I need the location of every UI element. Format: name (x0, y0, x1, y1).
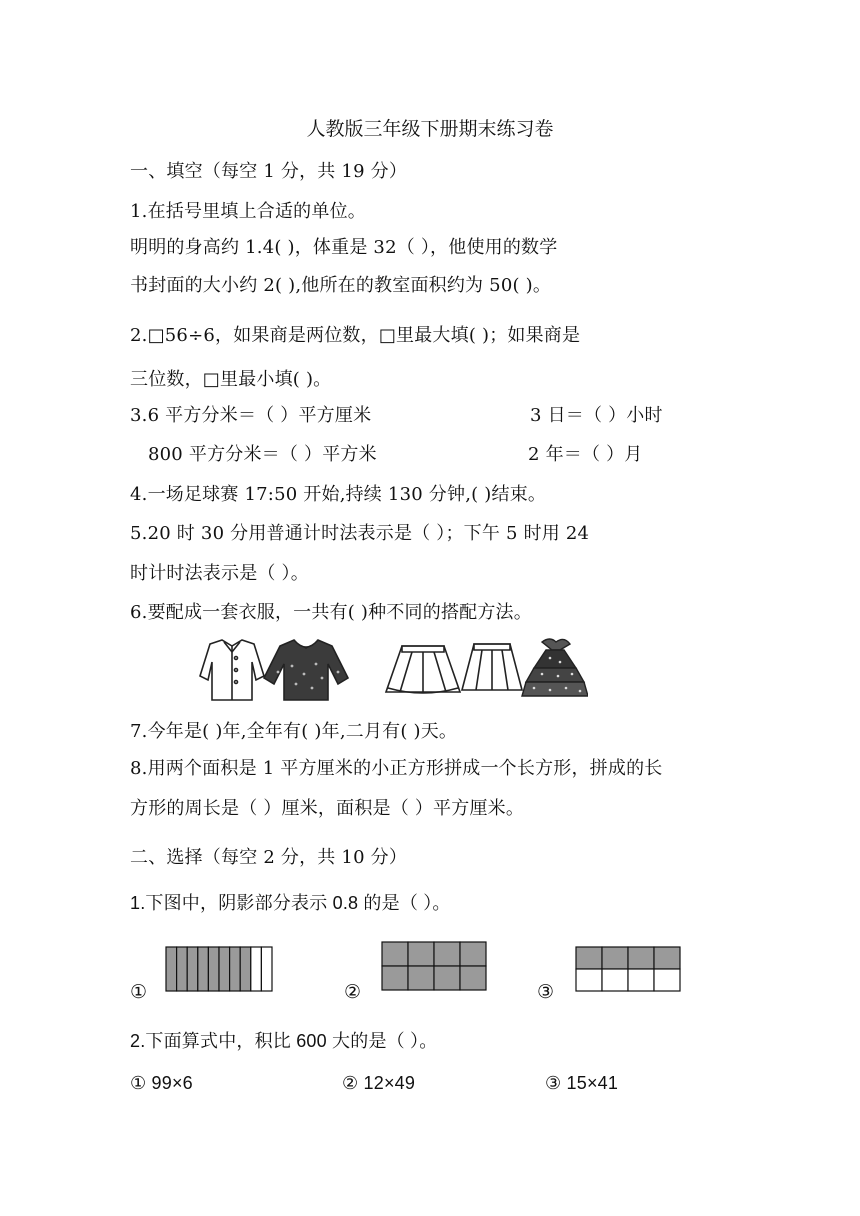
question-8-line-a: 8.用两个面积是 1 平方厘米的小正方形拼成一个长方形，拼成的长 (130, 758, 663, 779)
figure-1-cell (230, 947, 241, 991)
q2-option-1: ① 99×6 (130, 1073, 193, 1093)
figure-2-cell (434, 942, 460, 966)
question-1-prompt: 1.在括号里填上合适的单位。 (130, 201, 366, 222)
skirt-pleated-icon (386, 646, 460, 693)
choice-question-2: 2.下面算式中，积比 600 大的是（ ）。 (130, 1031, 438, 1051)
figure-1-cell (208, 947, 219, 991)
figure-option-2 (380, 940, 490, 992)
option-2-label: ② (344, 981, 362, 1003)
figure-3-cell (628, 947, 654, 969)
question-8-line-b: 方形的周长是（ ）厘米，面积是（ ）平方厘米。 (130, 798, 525, 819)
sweater-icon (264, 640, 348, 700)
figure-2-cell (460, 942, 486, 966)
figure-1-cell (261, 947, 272, 991)
question-1-line-a: 明明的身高约 1.4( )，体重是 32（ ），他使用的数学 (130, 237, 558, 258)
section2-heading: 二、选择（每空 2 分，共 10 分） (130, 847, 408, 868)
question-2-line-a: 2.□56÷6，如果商是两位数，□里最大填( )；如果商是 (130, 325, 581, 346)
question-6: 6.要配成一套衣服，一共有( )种不同的搭配方法。 (130, 602, 532, 623)
question-3-item-c: 800 平方分米＝（ ）平方米 (148, 444, 377, 465)
figure-2-cell (408, 966, 434, 990)
option-3-label: ③ (537, 981, 555, 1003)
figure-option-1 (164, 945, 274, 993)
figure-2-cell (382, 942, 408, 966)
q2-option-3: ③ 15×41 (545, 1073, 619, 1093)
question-3-item-a: 3.6 平方分米＝（ ）平方厘米 (130, 405, 372, 426)
figure-2-cell (460, 966, 486, 990)
option-1-label: ① (130, 981, 148, 1003)
question-5-line-b: 时计时法表示是（ ）。 (130, 563, 309, 584)
figure-3-cell (576, 969, 602, 991)
question-3-item-d: 2 年＝（ ）月 (528, 444, 643, 465)
figure-3-cell (628, 969, 654, 991)
clothing-illustration (188, 636, 588, 704)
figure-2-cell (434, 966, 460, 990)
document-title: 人教版三年级下册期末练习卷 (306, 118, 554, 140)
skirt-ruffled-icon (522, 639, 588, 696)
figure-2-cell (382, 966, 408, 990)
section1-heading: 一、填空（每空 1 分，共 19 分） (130, 161, 408, 182)
skirt-short-icon (462, 644, 522, 690)
figure-1-cell (177, 947, 188, 991)
figure-3-cell (602, 969, 628, 991)
question-5-line-a: 5.20 时 30 分用普通计时法表示是（ ）；下午 5 时用 24 (130, 523, 590, 544)
figure-1-cell (198, 947, 209, 991)
figure-3-cell (602, 947, 628, 969)
shirt-icon (200, 640, 264, 700)
figure-2-cell (408, 942, 434, 966)
figure-1-cell (187, 947, 198, 991)
question-3-item-b: 3 日＝（ ）小时 (530, 405, 663, 426)
question-7: 7.今年是( )年,全年有( )年,二月有( )天。 (130, 721, 458, 742)
question-4: 4.一场足球赛 17:50 开始,持续 130 分钟,( )结束。 (130, 484, 547, 505)
figure-3-cell (576, 947, 602, 969)
figure-3-cell (654, 969, 680, 991)
choice-question-1: 1.下图中，阴影部分表示 0.8 的是（ ）。 (130, 893, 451, 913)
figure-1-cell (166, 947, 177, 991)
figure-1-cell (219, 947, 230, 991)
question-2-line-b: 三位数，□里最小填( )。 (130, 369, 332, 390)
figure-3-cell (654, 947, 680, 969)
figure-option-3 (574, 945, 684, 995)
q2-option-2: ② 12×49 (342, 1073, 416, 1093)
question-1-line-b: 书封面的大小约 2( ),他所在的教室面积约为 50( )。 (130, 275, 552, 296)
figure-1-cell (251, 947, 262, 991)
figure-1-cell (240, 947, 251, 991)
